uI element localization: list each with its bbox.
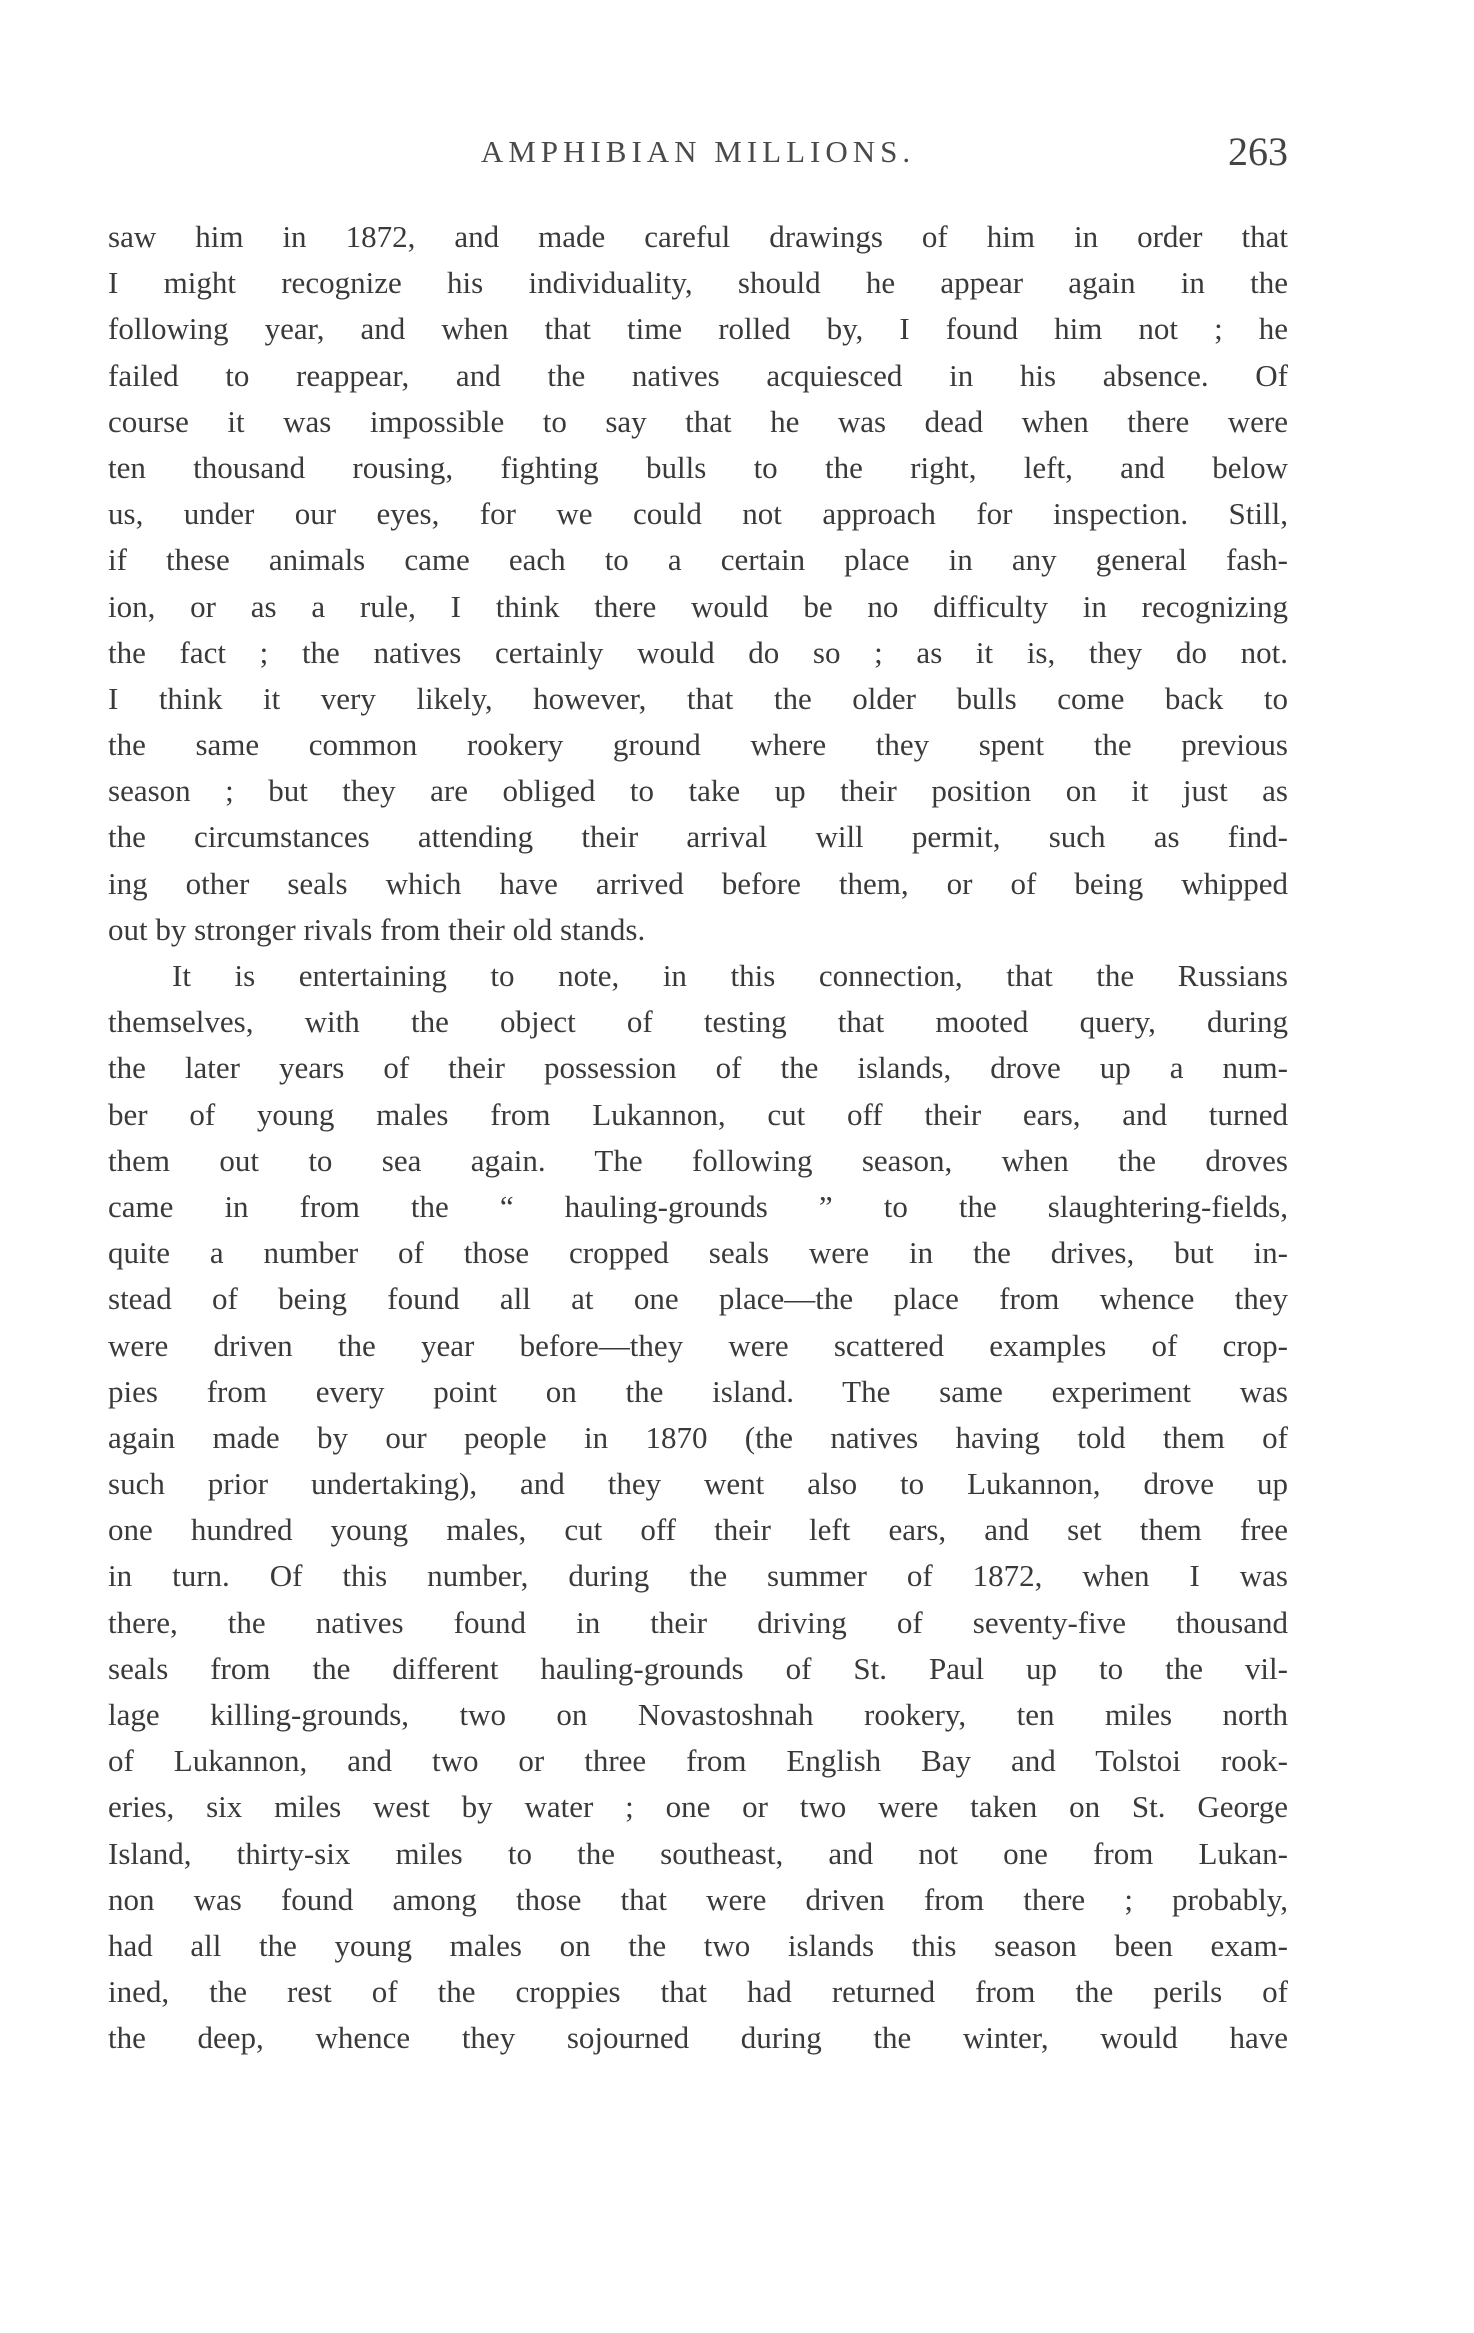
body-text xyxy=(108,214,1288,2062)
text-line: lage killing-grounds, two on Novastoshnah rookery, ten miles north xyxy=(108,1697,1288,1732)
text-line: if these animals came each to a certain place in any general fash- xyxy=(108,542,1288,578)
text-line: had all the young males on the two islands this season been exam- xyxy=(108,1927,1288,1963)
text-line: the fact ; the natives certainly would do so ; as it is, they do not. xyxy=(108,634,1288,670)
text-line: eries, six miles west by water ; one or two were taken on St. George xyxy=(108,1789,1288,1825)
text-line: themselves, with the object of testing that mooted query, during xyxy=(108,1004,1288,1040)
text-line: ten thousand rousing, fighting bulls to the right, left, and below xyxy=(108,449,1288,485)
text-line: in turn. Of this number, during the summer of 1872, when I was xyxy=(108,1558,1288,1594)
text-line: the later years of their possession of the islands, drove up a num- xyxy=(108,1050,1288,1086)
text-line: there, the natives found in their driving of seventy-five thousand xyxy=(108,1604,1288,1640)
text-line: the same common rookery ground where they spent the previous xyxy=(108,727,1288,763)
paragraph-first-line: It is entertaining to note, in this connection, that the Russians xyxy=(172,958,1288,993)
text-line: seals from the different hauling-grounds of St. Paul up to the vil- xyxy=(108,1650,1288,1686)
text-line: course it was impossible to say that he was dead when there were xyxy=(108,403,1288,439)
paragraph-end-line: out by stronger rivals from their old stands. xyxy=(108,911,646,947)
text-line: failed to reappear, and the natives acquiesced in his absence. Of xyxy=(108,357,1288,393)
text-line: quite a number of those cropped seals were in the drives, but in- xyxy=(108,1235,1288,1271)
text-line: such prior undertaking), and they went also to Lukannon, drove up xyxy=(108,1466,1288,1502)
text-line: non was found among those that were driven from there ; probably, xyxy=(108,1881,1288,1917)
page-number: 263 xyxy=(1228,129,1288,174)
text-line: them out to sea again. The following season, when the droves xyxy=(108,1142,1288,1178)
text-line: ber of young males from Lukannon, cut off their ears, and turned xyxy=(108,1096,1288,1132)
text-line: ined, the rest of the croppies that had returned from the perils of xyxy=(108,1974,1288,2010)
text-line: were driven the year before—they were scattered examples of crop- xyxy=(108,1327,1288,1363)
text-line: season ; but they are obliged to take up their position on it just as xyxy=(108,773,1288,809)
text-line: came in from the “ hauling-grounds ” to the slaughtering-fields, xyxy=(108,1188,1288,1224)
text-line: pies from every point on the island. The same experiment was xyxy=(108,1373,1288,1409)
running-head xyxy=(108,129,1288,180)
running-title: AMPHIBIAN MILLIONS. xyxy=(480,134,916,169)
text-line: Island, thirty-six miles to the southeast, and not one from Lukan- xyxy=(108,1835,1288,1871)
text-line: following year, and when that time rolled by, I found him not ; he xyxy=(108,311,1288,347)
text-line: us, under our eyes, for we could not approach for inspection. Still, xyxy=(108,496,1288,532)
text-line: ing other seals which have arrived before them, or of being whipped xyxy=(108,865,1288,901)
text-line: saw him in 1872, and made careful drawings of him in order that xyxy=(108,219,1288,254)
text-line: I think it very likely, however, that the older bulls come back to xyxy=(108,680,1288,716)
text-line: again made by our people in 1870 (the natives having told them of xyxy=(108,1419,1288,1455)
text-line: stead of being found all at one place—the place from whence they xyxy=(108,1281,1288,1317)
text-line: the circumstances attending their arrival will permit, such as find- xyxy=(108,819,1288,855)
text-line: of Lukannon, and two or three from English Bay and Tolstoi rook- xyxy=(108,1743,1288,1779)
text-line: one hundred young males, cut off their left ears, and set them free xyxy=(108,1512,1288,1548)
text-line: ion, or as a rule, I think there would be no difficulty in recognizing xyxy=(108,588,1288,624)
text-line: the deep, whence they sojourned during the winter, would have xyxy=(108,2020,1288,2056)
text-line: I might recognize his individuality, should he appear again in the xyxy=(108,265,1288,301)
